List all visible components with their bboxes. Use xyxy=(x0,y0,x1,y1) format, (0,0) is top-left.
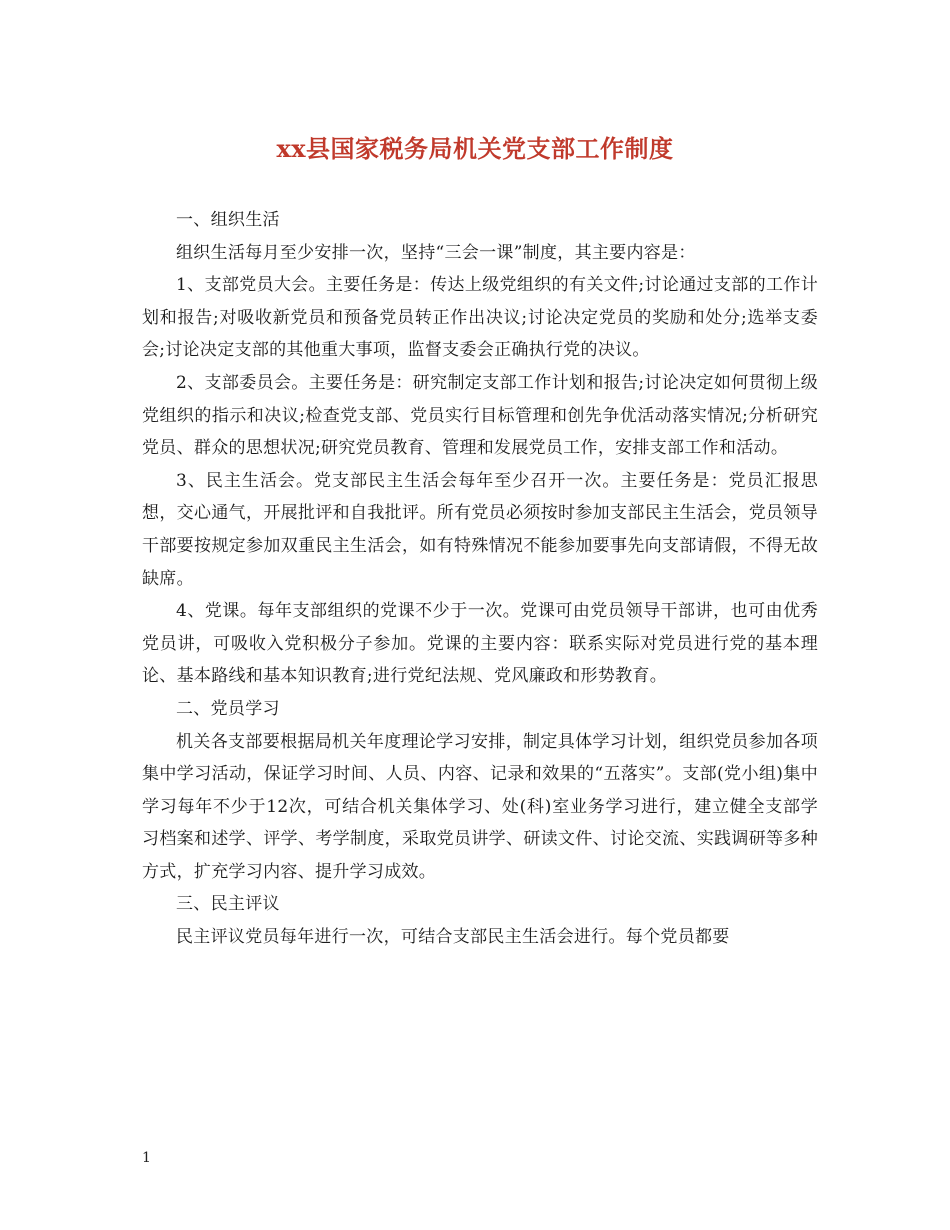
paragraph-study-plan: 机关各支部要根据局机关年度理论学习安排，制定具体学习计划，组织党员参加各项集中学习活动，保证学习时间、人员、内容、记录和效果的“五落实”。支部(党小组)集中学习每年不少于12次，可结合机关集体学习、处(科)室业务学习进行，建立健全支部学习档案和述学、评学、考学制度，采取党员讲学、研读文件、讨论交流、实践调研等多种方式，扩充学习内容、提升学习成效。 xyxy=(142,731,818,882)
paragraph-party-lecture: 4、党课。每年支部组织的党课不少于一次。党课可由党员领导干部讲，也可由优秀党员讲，可吸收入党积极分子参加。党课的主要内容：联系实际对党员进行党的基本理论、基本路线和基本知识教育;进行党纪法规、党风廉政和形势教育。 xyxy=(142,601,818,687)
section-heading-democratic-evaluation: 三、民主评议 xyxy=(176,894,280,915)
paragraph-evaluation: 民主评议党员每年进行一次，可结合支部民主生活会进行。每个党员都要 xyxy=(176,927,730,948)
section-heading-member-study: 二、党员学习 xyxy=(176,698,280,719)
document-body xyxy=(142,204,818,954)
page-number: 1 xyxy=(142,1150,151,1166)
section-heading-organization-life: 一、组织生活 xyxy=(176,210,280,230)
paragraph-branch-meeting: 1、支部党员大会。主要任务是：传达上级党组织的有关文件;讨论通过支部的工作计划和报告;对吸收新党员和预备党员转正作出决议;讨论决定党员的奖励和处分;选举支委会;讨论决定支部的其他重大事项，监督支委会正确执行党的决议。 xyxy=(142,275,818,361)
paragraph-democratic-life-meeting: 3、民主生活会。党支部民主生活会每年至少召开一次。主要任务是：党员汇报思想，交心通气，开展批评和自我批评。所有党员必须按时参加支部民主生活会，党员领导干部要按规定参加双重民主生活会，如有特殊情况不能参加要事先向支部请假，不得无故缺席。 xyxy=(142,470,818,589)
document-title: xx县国家税务局机关党支部工作制度 xyxy=(276,134,674,163)
paragraph-intro: 组织生活每月至少安排一次，坚持“三会一课”制度，其主要内容是： xyxy=(176,242,696,263)
paragraph-branch-committee: 2、支部委员会。主要任务是：研究制定支部工作计划和报告;讨论决定如何贯彻上级党组织的指示和决议;检查党支部、党员实行目标管理和创先争优活动落实情况;分析研究党员、群众的思想状况;研究党员教育、管理和发展党员工作，安排支部工作和活动。 xyxy=(142,372,818,459)
